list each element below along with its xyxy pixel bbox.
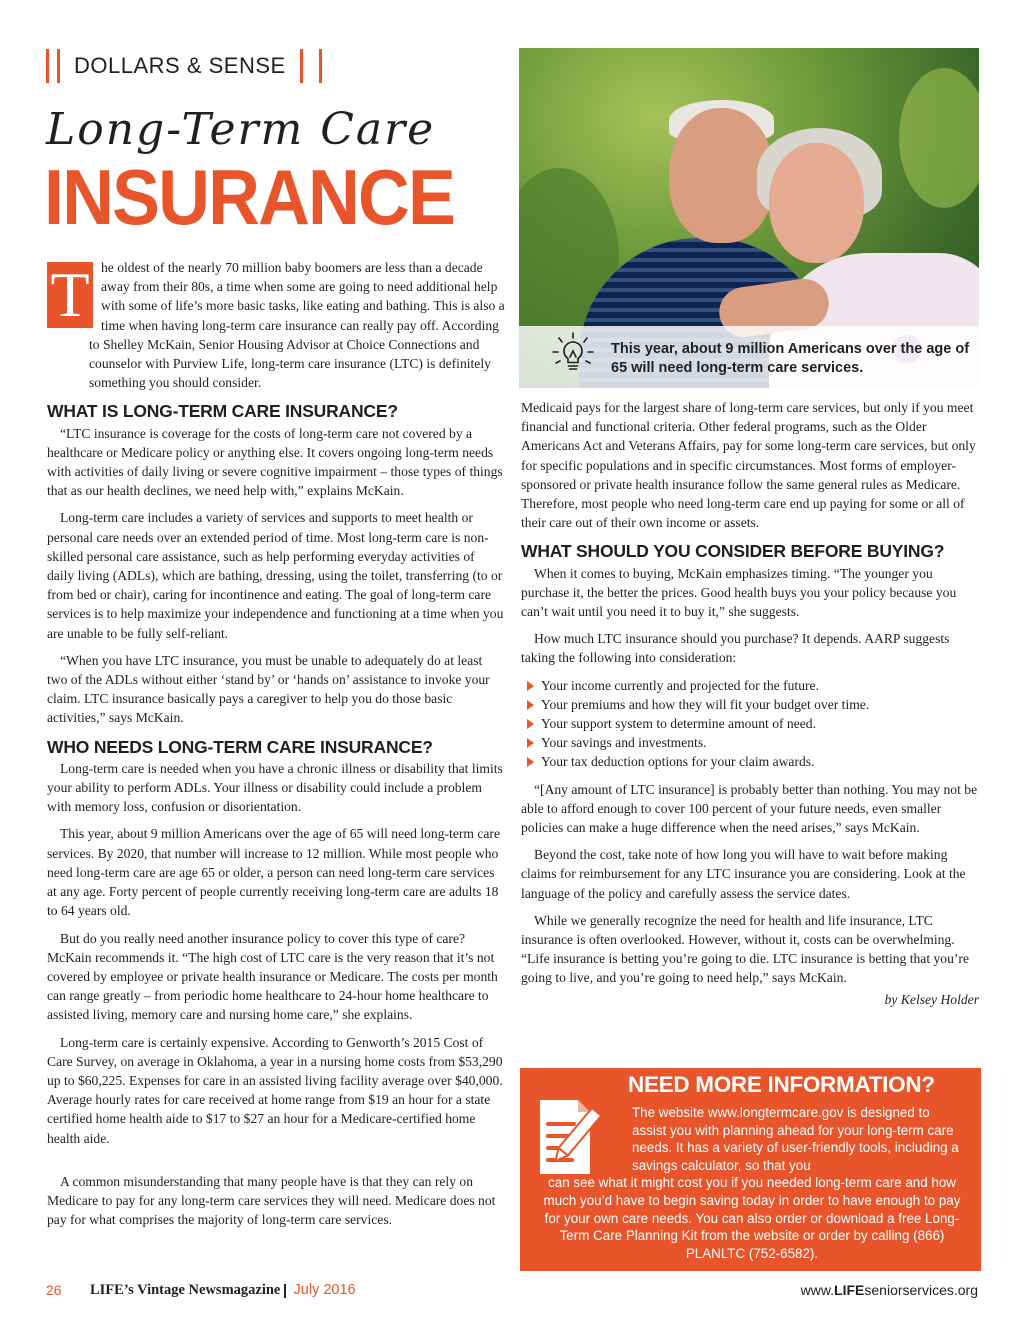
drop-cap: T xyxy=(47,262,93,328)
list-item: Your income currently and projected for the future. xyxy=(535,676,979,695)
info-box xyxy=(520,1068,981,1271)
lightbulb-icon xyxy=(549,330,597,378)
publication-title: LIFE’s Vintage Newsmagazine xyxy=(90,1282,281,1298)
paragraph: How much LTC insurance should you purchase? It depends. AARP suggests taking the following into consideration: xyxy=(521,631,950,666)
divider xyxy=(46,49,49,83)
paragraph: “LTC insurance is coverage for the costs of long-term care not covered by a healthcare or Medicare policy or anything else. It covers ongoing long-term needs with activities of daily living or severe cognitive impairment – those types of things that as our health declines, we need help with,” explains McKain. xyxy=(47,425,503,499)
list-item: Your premiums and how they will fit your budget over time. xyxy=(535,695,979,714)
info-box-text xyxy=(542,1104,962,1262)
website-url xyxy=(801,1282,978,1298)
paragraph: Long-term care is certainly expensive. According to Genworth’s 2015 Cost of Care Survey, on average in Oklahoma, a year in a nursing home costs from $53,290 up to $60,225. Expenses for care in an assisted living facility average over $40,000. Average hourly rates for care received at home range from $19 an hour for a state certified home health aide to $17 to $27 an hour for a Medicare-certified home health aide. xyxy=(47,1034,503,1146)
paragraph: While we generally recognize the need for health and life insurance, LTC insurance is often overlooked. However, without it, costs can be overwhelming. “Life insurance is betting you’re going to die. LTC insurance is betting that you’re going to live, and you’re going to need help,” says McKain. xyxy=(521,912,969,986)
paragraph: Long-term care is needed when you have a chronic illness or disability that limits your ability to perform ADLs. Your illness or disability could include a problem with memory loss, confusion or disorientation. xyxy=(47,760,503,815)
paragraph: “When you have LTC insurance, you must be unable to adequately do at least two of the ADLs without either ‘stand by’ or ‘hands on’ assistance to invoke your claim. LTC insurance basically pays a caregiver to help you do those basic activities,” says McKain. xyxy=(47,652,490,726)
paragraph: This year, about 9 million Americans over the age of 65 will need long-term care services. By 2020, that number will increase to 12 million. While most people who need long-term care are age 65 or older, a person can need long-term care services at any age. Forty percent of people currently receiving long-term care are adults 18 to 64 years old. xyxy=(47,826,500,919)
right-column xyxy=(521,398,979,1009)
paragraph: Beyond the cost, take note of how long you will have to wait before making claims for reimbursement for any LTC insurance you are considering. Look at the language of the policy and carefully assess the service dates. xyxy=(521,847,966,901)
url-bold: LIFE xyxy=(834,1282,865,1298)
info-box-title: NEED MORE INFORMATION? xyxy=(628,1072,935,1097)
page-number: 26 xyxy=(46,1282,62,1298)
paragraph: Long-term care includes a variety of services and supports to meet health or personal care needs over an extended period of time. Most long-term care is non-skilled personal care assistance, such as help performing everyday activities of daily living (ADLs), which are bathing, dressing, using the toilet, transferring (to or from bed or chair), caring for incontinence and eating. The goal of long-term care services is to help maximize your independence and functioning at a time when you are unable to be fully self-reliant. xyxy=(47,510,504,641)
paragraph: Medicaid pays for the largest share of long-term care services, but only if you meet financial and functional criteria. Other federal programs, such as the Older Americans Act and Veterans Affairs, pay for some long-term care services, but only for specific populations and in specific circumstances. Most forms of employer-sponsored or private health insurance follow the same general rules as Medicare. Therefore, most people who need long-term care end up paying for some or all of their care out of their own income or assets. xyxy=(521,400,976,531)
paragraph: When it comes to buying, McKain emphasizes timing. “The younger you purchase it, the better the prices. Good health buys you your policy because you can’t wait until you need it to buy it,” she suggests. xyxy=(521,565,957,620)
info-text-a: The website www.longtermcare.gov is designed to assist you with planning ahead for your long-term care needs. It has a variety of user-friendly tools, including a savings calculator, so that you xyxy=(632,1105,959,1173)
byline: by Kelsey Holder xyxy=(884,991,979,1007)
title-line-2: INSURANCE xyxy=(44,153,455,241)
list-item: Your support system to determine amount of need. xyxy=(535,714,979,733)
divider xyxy=(57,49,60,83)
publication-name xyxy=(90,1282,356,1299)
paragraph: A common misunderstanding that many people have is that they can rely on Medicare to pay for any long-term care services they will need. Medicare does not pay for what comprises the majority of long-term care services. xyxy=(47,1173,496,1228)
heading-consider: WHAT SHOULD YOU CONSIDER BEFORE BUYING? xyxy=(521,541,945,562)
heading-what-is: WHAT IS LONG-TERM CARE INSURANCE? xyxy=(47,401,398,422)
section-tag xyxy=(46,46,322,86)
url-suffix: seniorservices.org xyxy=(864,1282,978,1298)
paragraph: “[Any amount of LTC insurance] is probably better than nothing. You may not be able to afford enough to cover 100 percent of your future needs, even smaller policies can make a huge difference when the need arises,” says McKain. xyxy=(521,781,978,836)
divider xyxy=(300,49,303,83)
consideration-list xyxy=(535,676,979,772)
list-item: Your savings and investments. xyxy=(535,733,979,752)
photo-caption: This year, about 9 million Americans over the age of 65 will need long-term care services. xyxy=(611,341,970,376)
paragraph: But do you really need another insurance policy to cover this type of care? McKain recommends it. “The high cost of LTC care is the very reason that it’s not covered by employee or private health insurance or Medicare. The costs per month can range greatly – from periodic home healthcare to 24-hour home healthcare to assisted living, memory care and nursing home care,” she explains. xyxy=(47,930,498,1023)
issue-date: July 2016 xyxy=(293,1282,356,1298)
section-label: DOLLARS & SENSE xyxy=(74,53,286,78)
title-line-1: Long-Term Care xyxy=(46,104,436,155)
heading-who-needs: WHO NEEDS LONG-TERM CARE INSURANCE? xyxy=(47,736,433,757)
divider xyxy=(319,49,322,83)
list-item: Your tax deduction options for your claim awards. xyxy=(535,752,979,771)
info-text-b: can see what it might cost you if you needed long-term care and how much you’d have to begin saving today in order to have enough to pay for your own care needs. You can also order or download a free Long-Term Care Planning Kit from the website or order by calling (866) PLANLTC (752-6582). xyxy=(543,1175,961,1261)
couple-photo xyxy=(519,48,979,388)
left-column xyxy=(47,258,505,1237)
url-prefix: www. xyxy=(800,1282,835,1298)
intro-paragraph: he oldest of the nearly 70 million baby boomers are less than a decade away from their 80s, a time when some are going to need additional help with some of life’s more basic tasks, like eating and bathing. This is also a time when having long-term care insurance can really pay off. According to Shelley McKain, Senior Housing Advisor at Choice Connections and counselor with Purview Life, long-term care insurance (LTC) is definitely something you should consider. xyxy=(89,260,505,391)
